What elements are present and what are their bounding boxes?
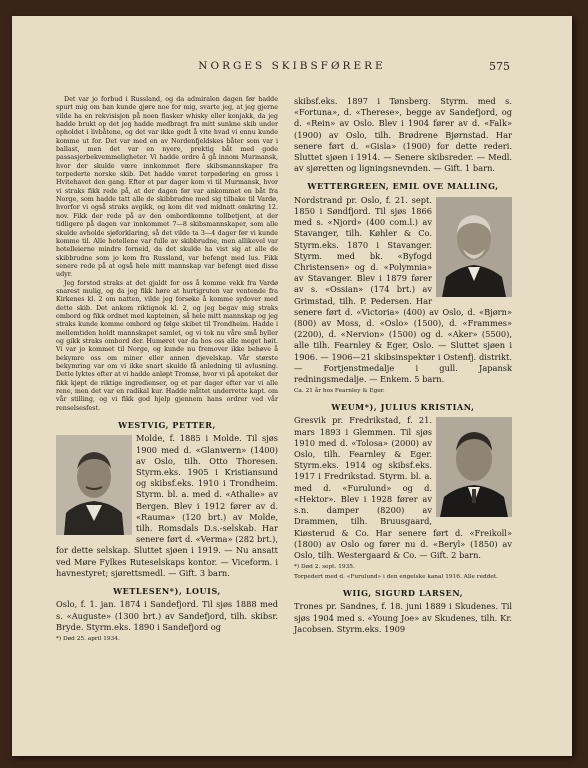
entry-bio-wettergreen: Nordstrand pr. Oslo, f. 21. sept. 1850 i Søndfjord. Til sjøs 1866 med s. «Njord» (400 com.l.) av Stavanger, tilh. Køhler & Co. Styrm.eks. 1870 i Stavanger. Styrm. med bk. «Byfogd Christensen» og d. «Polymnia» av Stavanger. Blev i 1879 fører av s. «Ossian» (174 brt.) av Grimstad, tilh. P. Pedersen. Har senere ført d. «Victoria» (400) av Oslo, d. «Bjørn» (800) av Moss, d. «Oslo» (1500), d. «Frammes» (2200), d. «Nervion» (1500) og d. «Aker» (5500), alle tilh. Fearnley & Eger, Oslo. — Sluttet sjøen i 1906. — 1906—21 skibsinspektør i Ostenfj. distrikt. — Fortjenstmedalje i gull. Japansk redningsmedalje. — Enkem. 5 barn. [294, 194, 512, 384]
note-weum-torpedo: Torpedert med d. «Furulund» i den engelske kanal 1916. Alle reddet. [294, 574, 499, 581]
narrative-paragraph: Det var jo forbud i Russland, og da admiralen dagen før hadde spurt mig om han kunde gjøre noe for mig, svarte jeg, at jeg gjerne vilde ha en rekvisisjon på noen flasker whisky eller konjakk, da jeg hadde brukt op det jeg hadde medbragt fra mitt sunkne skib under opholdet i livbåtene, og det var ikke godt å vite hvad vi ennu kunde komme ut for. Det var med en av Nordenfjeldskes båter som var i ballast, men det var en nyere, prektig båt med gode passasjerbekvemmeligheter. Vi hadde ordre å gå innom Murmansk, hvor der skulde være innkommet flere skibsmannskaper fra torpederte norske skib. Det hadde været torpedering en gross i Hvitehavet den gang. Efter et par dager kom vi til Murmansk, hvor vi straks fikk rede på, at der dagen før var ankommet en båt fra Norge, som hadde tatt alle de skibbrudne med sig tilbake til Vardø, hvorfor vi også straks avgikk, og kom dit ved midnatt omkring 12. nov. Fikk der rede på av den ombordkomne tollbetjent, at der tidligere på dagen var innkommet 7—8 skibsmannskaper, som alle skulde avholde sjøforklaring, så det vilde ta 3—4 dager før vi kunde komme til. Alle hotellene var fulle av skibbrudne, men allikevel var hotelleierne mindre forneid, da det skulde ha vist sig at alle de skibbrudne som jo kom fra Russland, var befengt med lus. Fikk senere rede på at også hele mitt mannskap var befengt med disse udyr. [56, 96, 278, 279]
right-column [294, 96, 512, 635]
footnote-wetlesen: *) Død 25. april 1934. [56, 635, 120, 642]
portrait-photo-westvig [56, 435, 132, 535]
entry-name-wetlesen: WETLESEN*), LOUIS, [113, 586, 221, 596]
portrait-photo-weum [436, 417, 512, 517]
entry-bio-weum: Gresvik pr. Fredrikstad, f. 21. mars 1893 i Glemmen. Til sjøs 1910 med d. «Tolosa» (2000) av Oslo, tilh. Fearnley & Eger. Styrm.eks. 1914 og skibsf.eks. 1917 i Fredrikstad. Styrm. bl. a. med d. «Furulund» og d. «Hektor». Blev i 1928 fører av s.n. damper (8200) av Drammen, tilh. Bruusgaard, Kiøsterud & Co. Har senere ført d. «Freikoll» (1800) av Oslo og fører nu d. «Beryl» (1850) av Oslo, tilh. Westergaard & Co. — Gift. 2 barn. [294, 415, 512, 560]
entry-name-weum: WEUM*), JULIUS KRISTIAN, [331, 402, 475, 413]
portrait-photo-wettergreen [436, 197, 512, 297]
footnote-weum: *) Død 2. sept. 1935. [294, 564, 355, 571]
book-page [12, 16, 572, 756]
narrative-text [56, 96, 278, 413]
left-column [56, 96, 278, 643]
entry-bio-wiig: Trones pr. Sandnes, f. 18. juni 1889 i Skudenes. Til sjøs 1904 med s. «Young Joe» av Skudenes, tilh. Kr. Jacobsen. Styrm.eks. 1909 [294, 601, 512, 634]
running-title: NORGES SKIBSFØRERE [198, 60, 386, 72]
entry-bio-wetlesen: Oslo, f. 1. jan. 1874 i Sandefjord. Til sjøs 1888 med s. «Auguste» (1300 brt.) av Sandefjord, tilh. skibsr. Bryde. Styrm.eks. 1890 i Sandefjord og [56, 599, 278, 632]
entry-bio-wetlesen-continued: skibsf.eks. 1897 i Tønsberg. Styrm. med s. «Fortuna», d. «Therese», begge av Sandefjord, og d. «Rein» av Oslo. Blev i 1904 fører av d. «Falk» (1900) av Oslo, tilh. Brødrene Bjørnstad. Har senere ført d. «Gisla» (1900) for dette rederi. Sluttet sjøen i 1914. — Senere skibsreder. — Medl. av sjøretten og ligningsnevnden. — Gift. 1 barn. [294, 96, 512, 174]
narrative-paragraph: Jeg forstod straks at det gjaldt for oss å komme vekk fra Vardø snarest mulig, og da jeg fikk høre at hurtigruten var ventende fra Kirkenes kl. 2 om natten, vilde jeg forsøke å komme sydover med dette skib. Det ankom riktignok kl. 2, og jeg begav mig straks ombord og fikk ordnet med kapteinen, så hele mitt mannskap og jeg straks kunde komme ombord og følge skibet til Trondheim. Hadde i mellemtiden holdt mannskapet samlet, og vi tok nu våre små byller og gikk straks ombord der. Humøret var da hos oss alle meget høit. Vi var jo kommet til Norge, og kunde nu fremover ikke behøve å bekymre oss om miner eller annen djevelskap. Vår største bekymring var om vi ikke snart skulde få anledning til avlusning. Dette lyktes efter at vi hadde anløpt Tromsø, hvor vi på apoteket der fikk kjøpt de riktige ingredienser, og et par dager efter var vi alle rene, men det var en radikal kur. Hadde måttet underrette kapt. om vår stilling, og vi fikk god hjelp gjennem hans ordrer ved vår renselsesfest. [56, 279, 278, 412]
footnote-wettergreen: Ca. 21 år hos Fearnley & Eger. [294, 388, 385, 395]
entry-name-wettergreen: WETTERGREEN, EMIL OVE MALLING, [307, 181, 499, 192]
entry-bio-westvig: Molde, f. 1885 i Molde. Til sjøs 1900 med d. «Glanwern» (1400) av Oslo, tilh. Otto Thoresen. Styrm.eks. 1905 i Kristiansund og skibsf.eks. 1910 i Trondheim. Styrm. bl. a. med d. «Athalie» av Bergen. Blev i 1912 fører av d. «Rauma» (120 brt.) av Molde, tilh. Romsdals D.s.-selskab. Har senere ført d. «Verma» (282 brt.), for dette selskap. Sluttet sjøen i 1919. — Nu ansatt ved Møre Fylkes Ruteselskaps kontor. — Viceform. i havnestyret; sjørettsmedl. — Gift. 3 barn. [56, 433, 278, 578]
entry-name-westvig: WESTVIG, PETTER, [118, 420, 216, 431]
entry-name-wiig: WIIG, SIGURD LARSEN, [342, 588, 464, 599]
page-header [12, 60, 572, 80]
page-number: 575 [489, 60, 510, 73]
